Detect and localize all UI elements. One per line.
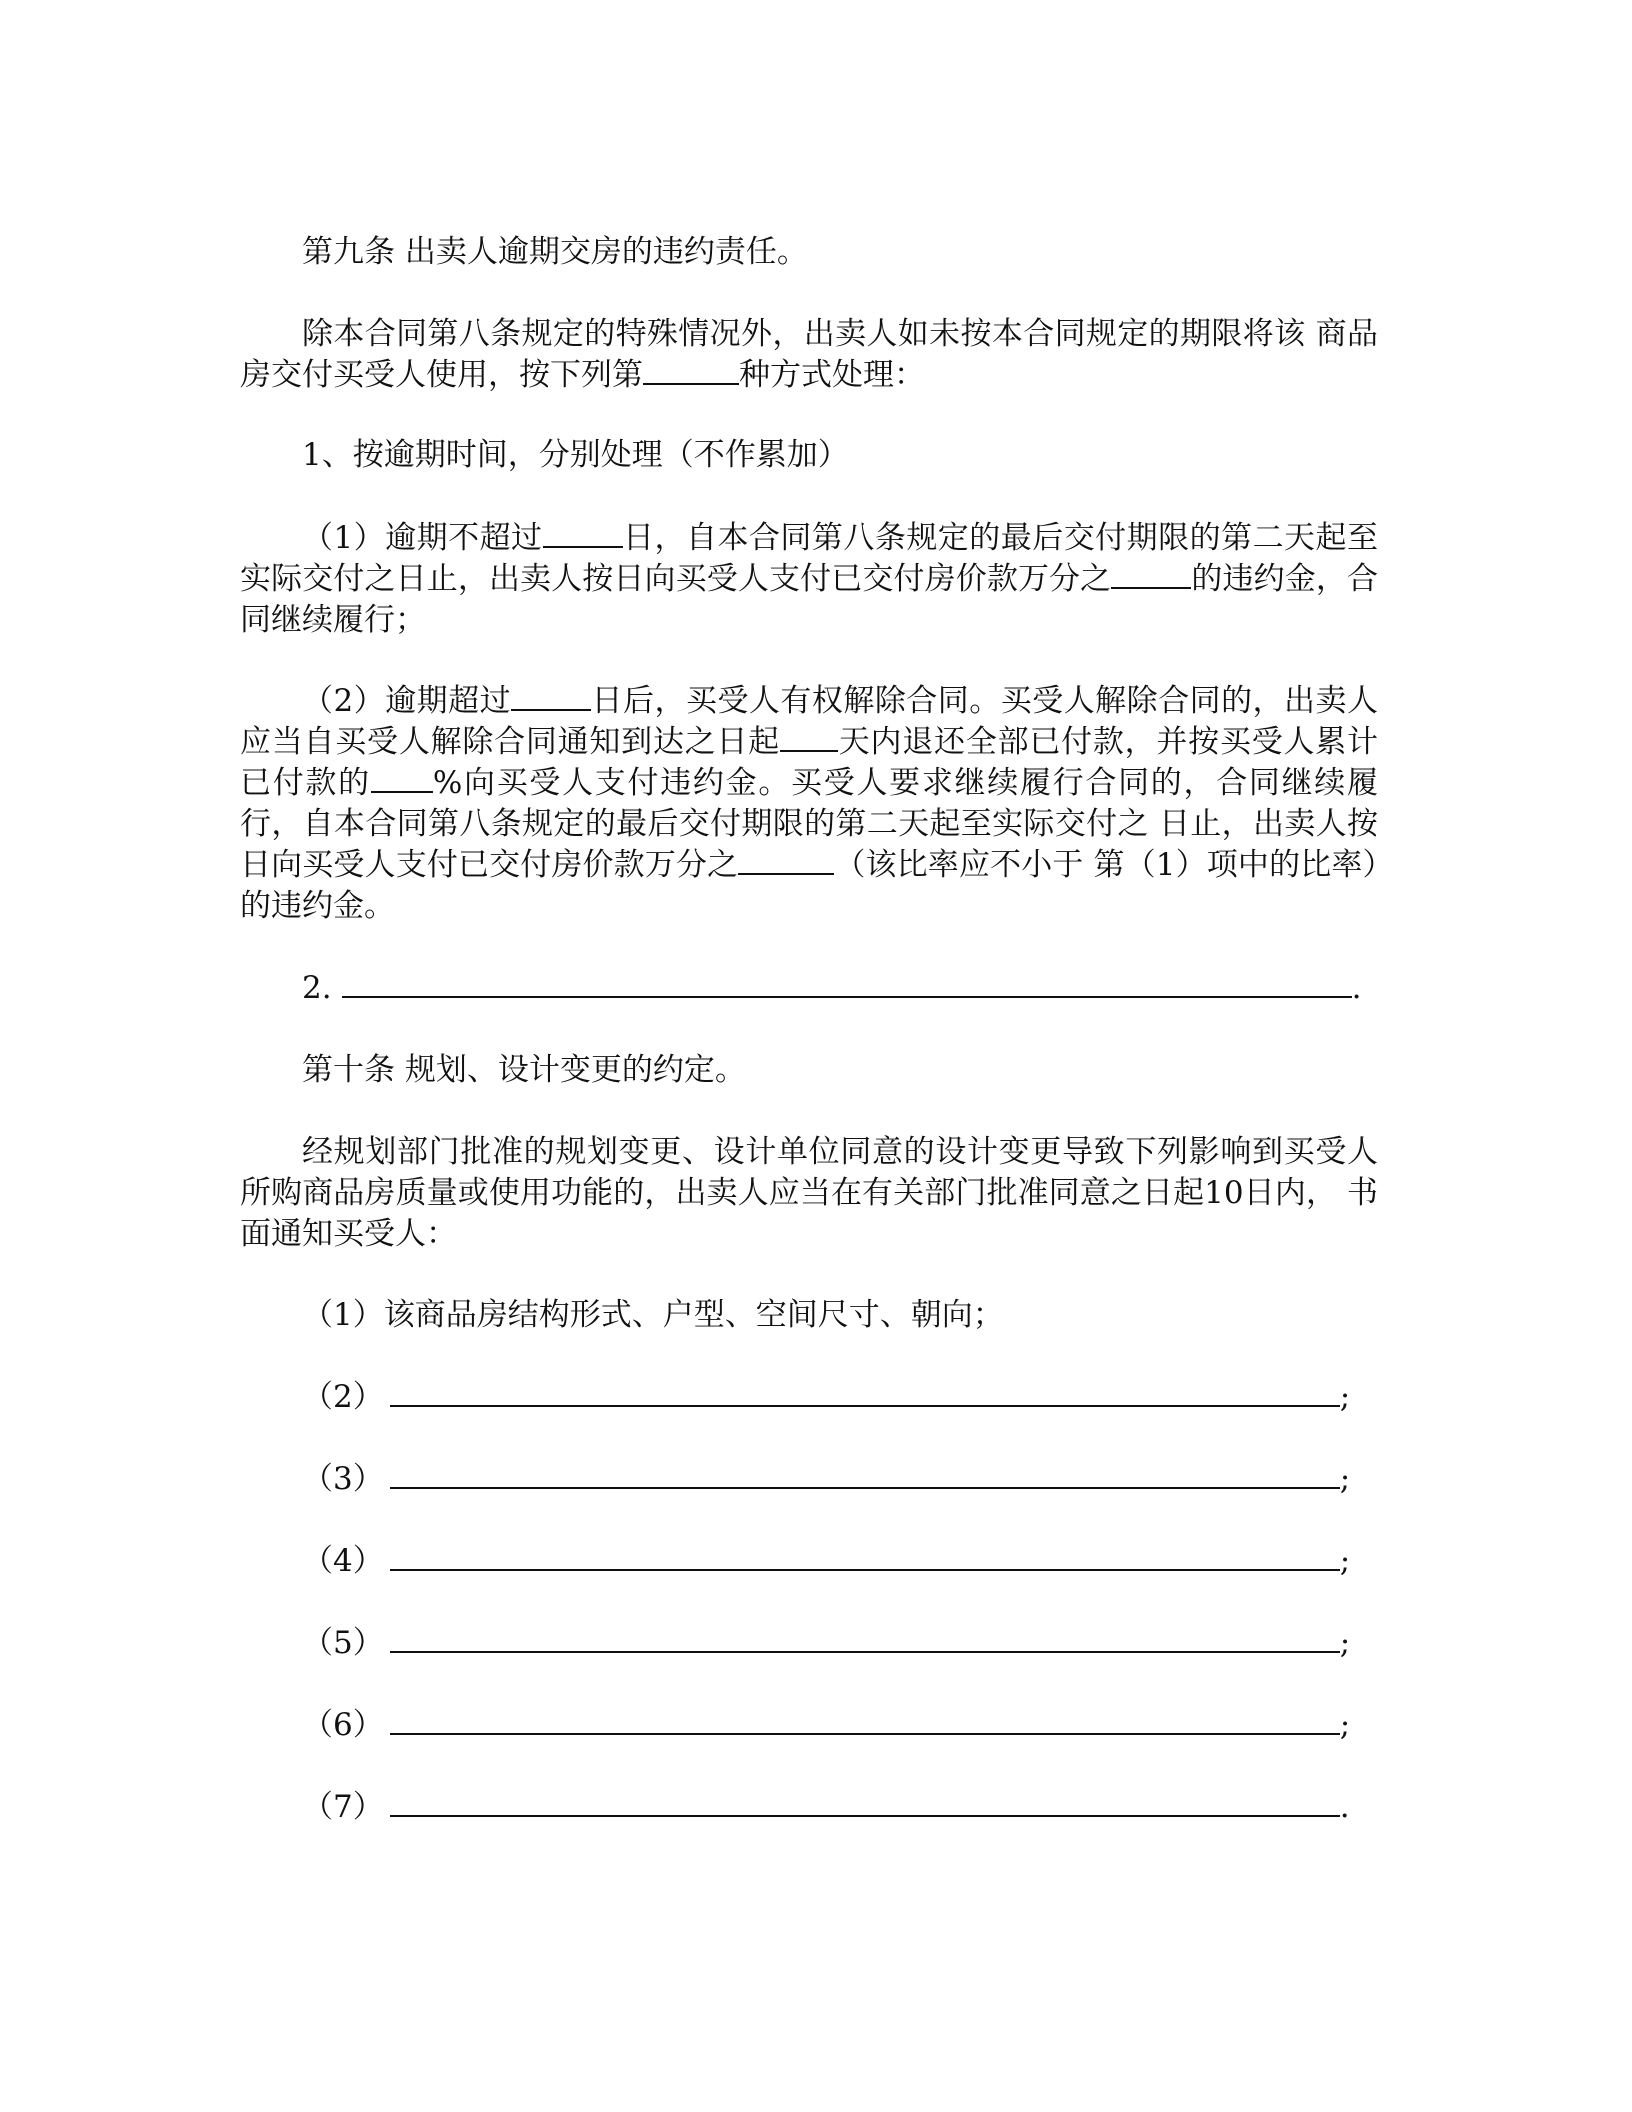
article9-heading: 第九条 出卖人逾期交房的违约责任。: [302, 234, 808, 270]
article9-intro: 除本合同第八条规定的特殊情况外，出卖人如未按本合同规定的期限将该 商品房交付买受人使用，按下列第 种方式处理：: [240, 316, 1378, 393]
list-item: （5） ;: [302, 1625, 1351, 1661]
item-blank[interactable]: [390, 1706, 1340, 1735]
item-blank[interactable]: [390, 1378, 1340, 1407]
article10-heading: 第十条 规划、设计变更的约定。: [302, 1052, 746, 1088]
list-item: （3） ;: [302, 1461, 1351, 1497]
list-item: （6） ;: [302, 1707, 1351, 1743]
rate-blank[interactable]: [738, 846, 834, 875]
rate-blank[interactable]: [1111, 560, 1191, 589]
list-item: （1）该商品房结构形式、户型、空间尺寸、朝向；: [302, 1297, 1004, 1333]
item-blank[interactable]: [390, 1624, 1340, 1653]
option1-title: 1、按逾期时间，分别处理（不作累加）: [302, 437, 849, 473]
choice-blank[interactable]: [643, 356, 739, 385]
list-item: （2） ;: [302, 1379, 1351, 1415]
list-item: （7） .: [302, 1789, 1350, 1825]
item-blank[interactable]: [390, 1460, 1340, 1489]
item-blank[interactable]: [390, 1542, 1340, 1571]
days-blank[interactable]: [511, 682, 591, 711]
case1-paragraph: （1）逾期不超过 日，自本合同第八条规定的最后交付期限的第二天起至实际交付之日止，出卖人按日向买受人支付已交付房价款万分之 的违约金，合同继续履行；: [240, 520, 1379, 638]
item-blank[interactable]: [390, 1788, 1340, 1817]
list-item: （4） ;: [302, 1543, 1351, 1579]
option2-blank[interactable]: [342, 969, 1352, 998]
percent-blank[interactable]: [371, 764, 433, 793]
days-blank[interactable]: [543, 519, 623, 548]
article10-intro: 经规划部门批准的规划变更、设计单位同意的设计变更导致下列影响到买受人所购商品房质量或使用功能的，出卖人应当在有关部门批准同意之日起10日内， 书面通知买受人：: [240, 1134, 1378, 1252]
refund-days-blank[interactable]: [780, 723, 838, 752]
option2-line: 2. .: [302, 970, 1362, 1006]
case2-paragraph: （2）逾期超过 日后，买受人有权解除合同。买受人解除合同的，出卖人应当自买受人解除合同通知到达之日起 天内退还全部已付款，并按买受人累计已付款的 %向买受人支付违约金。买受人要求继续履行合同的，合同继续履行，自本合同第八条规定的最后交付期限的第二天起至实际交付之 日止，出卖人按日向买受人支付已交付房价款万分之 （该比率应不小于 第（1）项中的比率）的违约金。: [240, 683, 1379, 924]
